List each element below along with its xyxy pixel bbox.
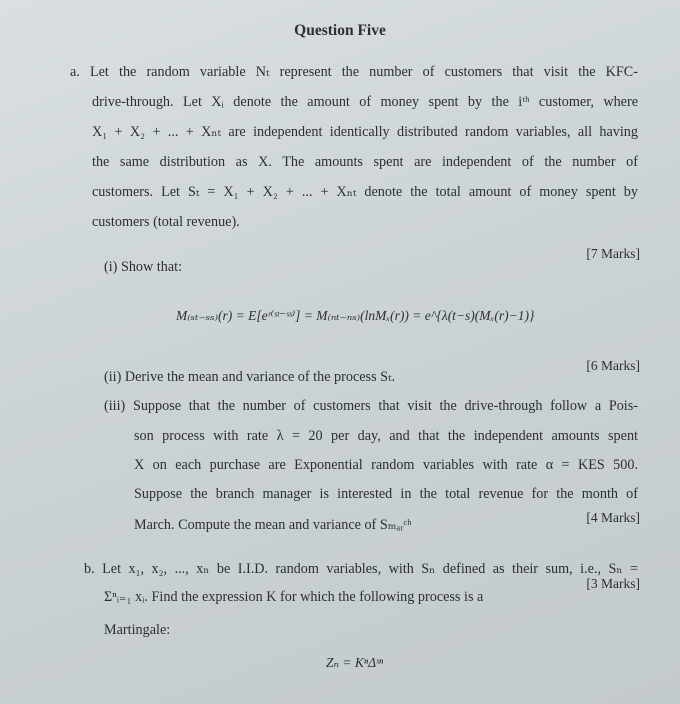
sub-i-marks: [7 Marks] xyxy=(586,246,640,261)
part-b-line-2: Σⁿᵢ₌₁ xᵢ. Find the expression K for which the following process is a xyxy=(104,589,484,605)
part-b-marks: [3 Marks] xyxy=(586,576,640,591)
part-a-line-6: customers (total revenue). xyxy=(92,214,240,230)
sub-ii-marks: [6 Marks] xyxy=(586,358,640,373)
part-a-line-2: drive-through. Let Xᵢ denote the amount of money spent by the iᵗʰ customer, where xyxy=(92,94,638,110)
sub-ii-label: (ii) Derive the mean and variance of the process Sₜ. xyxy=(104,369,396,385)
question-title: Question Five xyxy=(294,22,386,39)
sub-iii-line-4: Suppose the branch manager is interested in the total revenue for the month of xyxy=(134,486,638,502)
part-a-line-1: a. Let the random variable Nₜ represent the number of customers that visit the KFC- xyxy=(70,64,638,80)
sub-iii-line-1: (iii) Suppose that the number of customers that visit the drive-through follow a Pois- xyxy=(104,398,638,414)
part-b-equation: Zₙ = KⁿΔˢⁿ xyxy=(326,655,384,670)
part-b-line-1: b. Let x₁, x₂, ..., xₙ be I.I.D. random variables, with Sₙ defined as their sum, i.e., Sₙ = xyxy=(84,561,638,577)
sub-iii-line-3: X on each purchase are Exponential random variables with rate α = KES 500. xyxy=(134,457,638,473)
part-a-line-3: X₁ + X₂ + ... + Xₙₜ are independent identically distributed random variables, all having xyxy=(92,124,638,140)
part-a-line-5: customers. Let Sₜ = X₁ + X₂ + ... + Xₙₜ denote the total amount of money spent by xyxy=(92,184,638,200)
sub-iii-line-5: March. Compute the mean and variance of Sₘₐᵣᶜʰ xyxy=(134,517,412,533)
part-a-line-4: the same distribution as X. The amounts spent are independent of the number of xyxy=(92,154,638,170)
sub-i-label: (i) Show that: xyxy=(104,259,183,275)
part-b-line-3: Martingale: xyxy=(104,622,171,638)
sub-iii-marks: [4 Marks] xyxy=(586,510,640,525)
sub-iii-line-2: son process with rate λ = 20 per day, and that the independent amounts spent xyxy=(134,428,638,444)
sub-i-equation: M₍ₛₜ₋ₛₛ₎(r) = E[eʳ⁽ˢᵗ⁻ˢˢ⁾] = M₍ₙₜ₋ₙₛ₎(lnMₓ(r)) = e^{λ(t−s)(Mₓ(r)−1)} xyxy=(176,308,535,323)
